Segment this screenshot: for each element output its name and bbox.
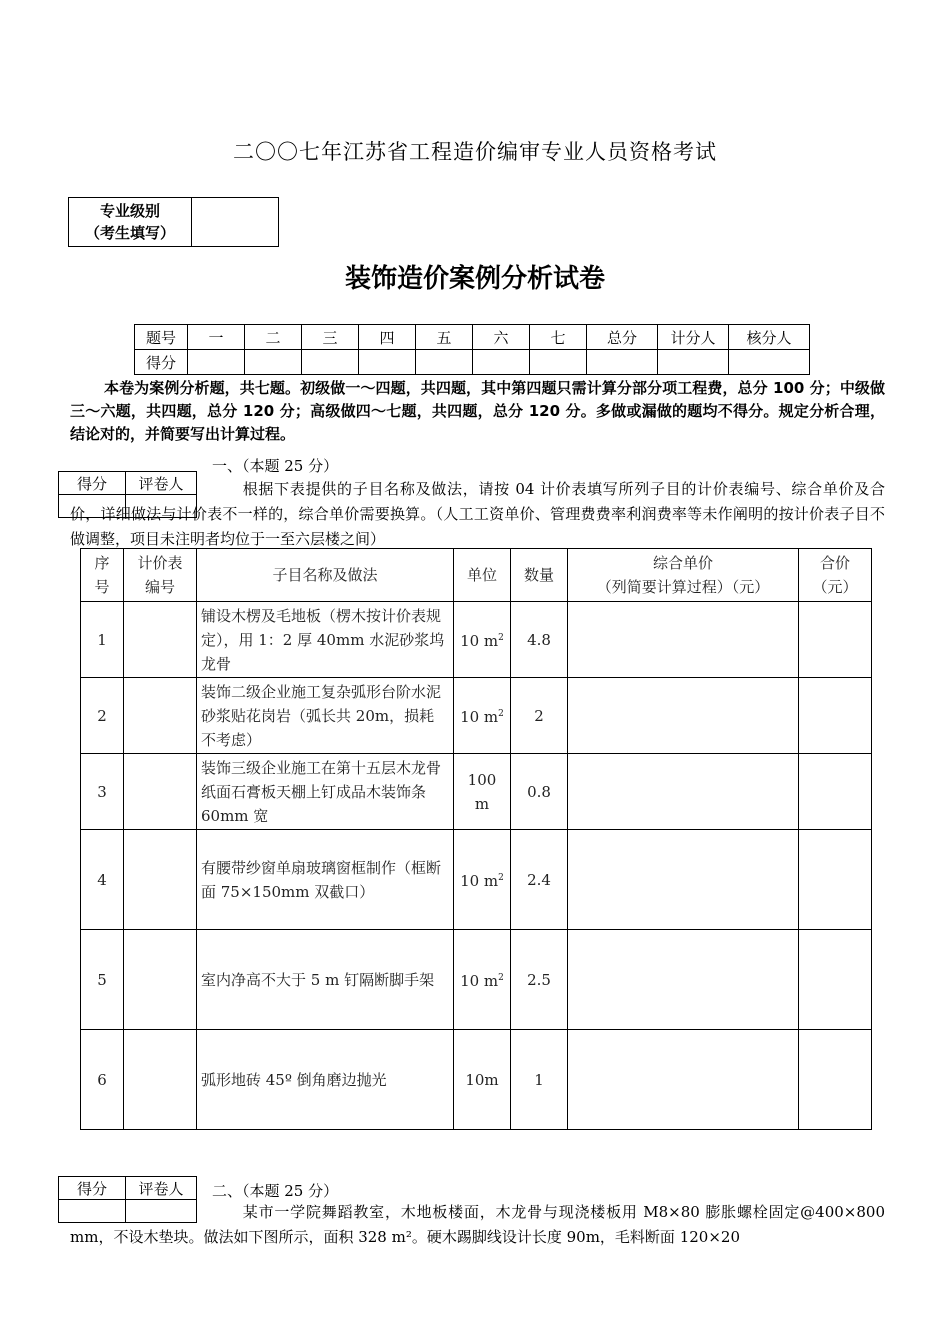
row-no: 1	[81, 602, 124, 678]
row-price-cell[interactable]	[568, 930, 799, 1030]
table-row	[81, 830, 872, 930]
table-row	[81, 754, 872, 830]
row-unit-sup: 2	[498, 873, 504, 883]
score-cell[interactable]	[188, 350, 245, 375]
table-row	[81, 930, 872, 1030]
section2-body: 某市一学院舞蹈教室，木地板楼面，木龙骨与现浇楼板用 M8×80 膨胀螺栓固定@400×800 mm，不设木垫块。做法如下图所示，面积 328 m²。硬木踢脚线设计长度 90m，毛料断面 120×20	[70, 1203, 885, 1246]
section2-text	[70, 1200, 885, 1250]
header-total-1: 合价	[819, 554, 850, 572]
score-table	[134, 324, 810, 375]
row-unit	[454, 678, 511, 754]
row-unit	[454, 754, 511, 830]
header-unit: 单位	[454, 549, 511, 602]
row-unit-text: 10 m	[460, 972, 499, 990]
grader-name-label: 评卷人	[126, 1177, 197, 1200]
row-price-cell[interactable]	[568, 830, 799, 930]
instructions: 本卷为案例分析题，共七题。初级做一～四题，共四题，其中第四题只需计算分部分项工程费，总分 100 分；中级做三～六题，共四题，总分 120 分；高级做四～七题，共四题，总分 120 分。多做或漏做的题均不得分。规定分析合理，结论对的，并简要写出计算过程。	[70, 379, 885, 443]
section1-body: 根据下表提供的子目名称及做法，请按 04 计价表填写所列子目的计价表编号、综合单价及合价，详细做法与计价表不一样的，综合单价需要换算。（人工工资单价、管理费费率利润费率等未作阐明的按计价表子目不做调整，项目未注明者均位于一至六层楼之间）	[70, 480, 885, 548]
score-cell[interactable]	[658, 350, 729, 375]
score-cell[interactable]	[359, 350, 416, 375]
score-header-cell: 三	[302, 325, 359, 350]
header-code-2: 编号	[144, 578, 175, 596]
row-qty: 2	[511, 678, 568, 754]
level-label-line1: 专业级别	[99, 202, 160, 220]
row-qty: 4.8	[511, 602, 568, 678]
row-no: 3	[81, 754, 124, 830]
level-label	[69, 198, 192, 247]
row-total-cell[interactable]	[799, 602, 872, 678]
row-unit-sup: 2	[498, 633, 504, 643]
main-title: 装饰造价案例分析试卷	[344, 264, 605, 294]
score-cell[interactable]	[530, 350, 587, 375]
row-no: 5	[81, 930, 124, 1030]
score-header-cell: 核分人	[729, 325, 810, 350]
row-total-cell[interactable]	[799, 830, 872, 930]
row-name: 弧形地砖 45º 倒角磨边抛光	[197, 1030, 454, 1130]
section1-text	[70, 477, 885, 552]
row-code-cell[interactable]	[124, 754, 197, 830]
row-code-cell[interactable]	[124, 678, 197, 754]
row-no: 2	[81, 678, 124, 754]
row-name: 装饰二级企业施工复杂弧形台阶水泥砂浆贴花岗岩（弧长共 20m，损耗不考虑）	[197, 678, 454, 754]
row-price-cell[interactable]	[568, 754, 799, 830]
row-qty: 1	[511, 1030, 568, 1130]
row-unit: 10m	[454, 1030, 511, 1130]
row-total-cell[interactable]	[799, 754, 872, 830]
header-seq-1: 序	[94, 554, 110, 572]
level-value-cell[interactable]	[192, 198, 279, 247]
header-total-2: （元）	[812, 578, 858, 596]
score-header-cell: 六	[473, 325, 530, 350]
row-unit-sup: 2	[498, 973, 504, 983]
row-name: 室内净高不大于 5 m 钉隔断脚手架	[197, 930, 454, 1030]
level-label-line2: （考生填写）	[84, 224, 175, 242]
row-qty: 0.8	[511, 754, 568, 830]
row-no: 4	[81, 830, 124, 930]
header-code	[124, 549, 197, 602]
score-header-cell: 计分人	[658, 325, 729, 350]
row-unit-sup: 2	[498, 709, 504, 719]
table-row	[81, 1030, 872, 1130]
section2-title: 二、（本题 25 分）	[212, 1182, 339, 1200]
header-total	[799, 549, 872, 602]
exam-title: 二〇〇七年江苏省工程造价编审专业人员资格考试	[233, 140, 717, 164]
row-no: 6	[81, 1030, 124, 1130]
row-price-cell[interactable]	[568, 1030, 799, 1130]
row-name: 有腰带纱窗单扇玻璃窗框制作（框断面 75×150mm 双截口）	[197, 830, 454, 930]
grader-score-label: 得分	[59, 1177, 126, 1200]
row-unit-text: 10 m	[460, 632, 499, 650]
score-header-cell: 二	[245, 325, 302, 350]
row-unit-text: 10 m	[460, 872, 499, 890]
score-cell[interactable]	[729, 350, 810, 375]
row-unit	[454, 602, 511, 678]
row-code-cell[interactable]	[124, 930, 197, 1030]
grader-name-label: 评卷人	[126, 472, 197, 495]
score-header-cell: 四	[359, 325, 416, 350]
row-total-cell[interactable]	[799, 930, 872, 1030]
row-total-cell[interactable]	[799, 678, 872, 754]
row-name: 铺设木楞及毛地板（楞木按计价表规定），用 1：2 厚 40mm 水泥砂浆坞龙骨	[197, 602, 454, 678]
row-unit-text: 10 m	[460, 708, 499, 726]
score-row-label: 得分	[135, 350, 188, 375]
header-price-1: 综合单价	[652, 554, 713, 572]
row-unit-text: 100	[467, 770, 497, 789]
score-cell[interactable]	[302, 350, 359, 375]
score-header-cell: 七	[530, 325, 587, 350]
row-unit-text-2: m	[474, 794, 490, 813]
score-cell[interactable]	[587, 350, 658, 375]
grader-score-label: 得分	[59, 472, 126, 495]
score-header-cell: 总分	[587, 325, 658, 350]
row-code-cell[interactable]	[124, 830, 197, 930]
row-name: 装饰三级企业施工在第十五层木龙骨纸面石膏板天棚上钉成品木装饰条 60mm 宽	[197, 754, 454, 830]
table-row	[81, 602, 872, 678]
pricing-table	[80, 548, 872, 1130]
header-seq	[81, 549, 124, 602]
row-code-cell[interactable]	[124, 602, 197, 678]
score-cell[interactable]	[245, 350, 302, 375]
row-unit	[454, 930, 511, 1030]
section1-title: 一、（本题 25 分）	[212, 457, 339, 475]
header-code-1: 计价表	[137, 554, 183, 572]
row-price-cell[interactable]	[568, 602, 799, 678]
score-cell[interactable]	[416, 350, 473, 375]
header-price-2: （列简要计算过程）（元）	[596, 578, 770, 596]
row-total-cell[interactable]	[799, 1030, 872, 1130]
score-cell[interactable]	[473, 350, 530, 375]
table-row	[81, 678, 872, 754]
header-seq-2: 号	[94, 578, 110, 596]
score-header-cell: 题号	[135, 325, 188, 350]
row-qty: 2.5	[511, 930, 568, 1030]
row-qty: 2.4	[511, 830, 568, 930]
score-header-cell: 一	[188, 325, 245, 350]
level-box	[68, 197, 279, 247]
header-qty: 数量	[511, 549, 568, 602]
row-price-cell[interactable]	[568, 678, 799, 754]
header-name: 子目名称及做法	[197, 549, 454, 602]
pricing-table-header	[81, 549, 872, 602]
score-header-cell: 五	[416, 325, 473, 350]
row-unit	[454, 830, 511, 930]
row-code-cell[interactable]	[124, 1030, 197, 1130]
header-price	[568, 549, 799, 602]
